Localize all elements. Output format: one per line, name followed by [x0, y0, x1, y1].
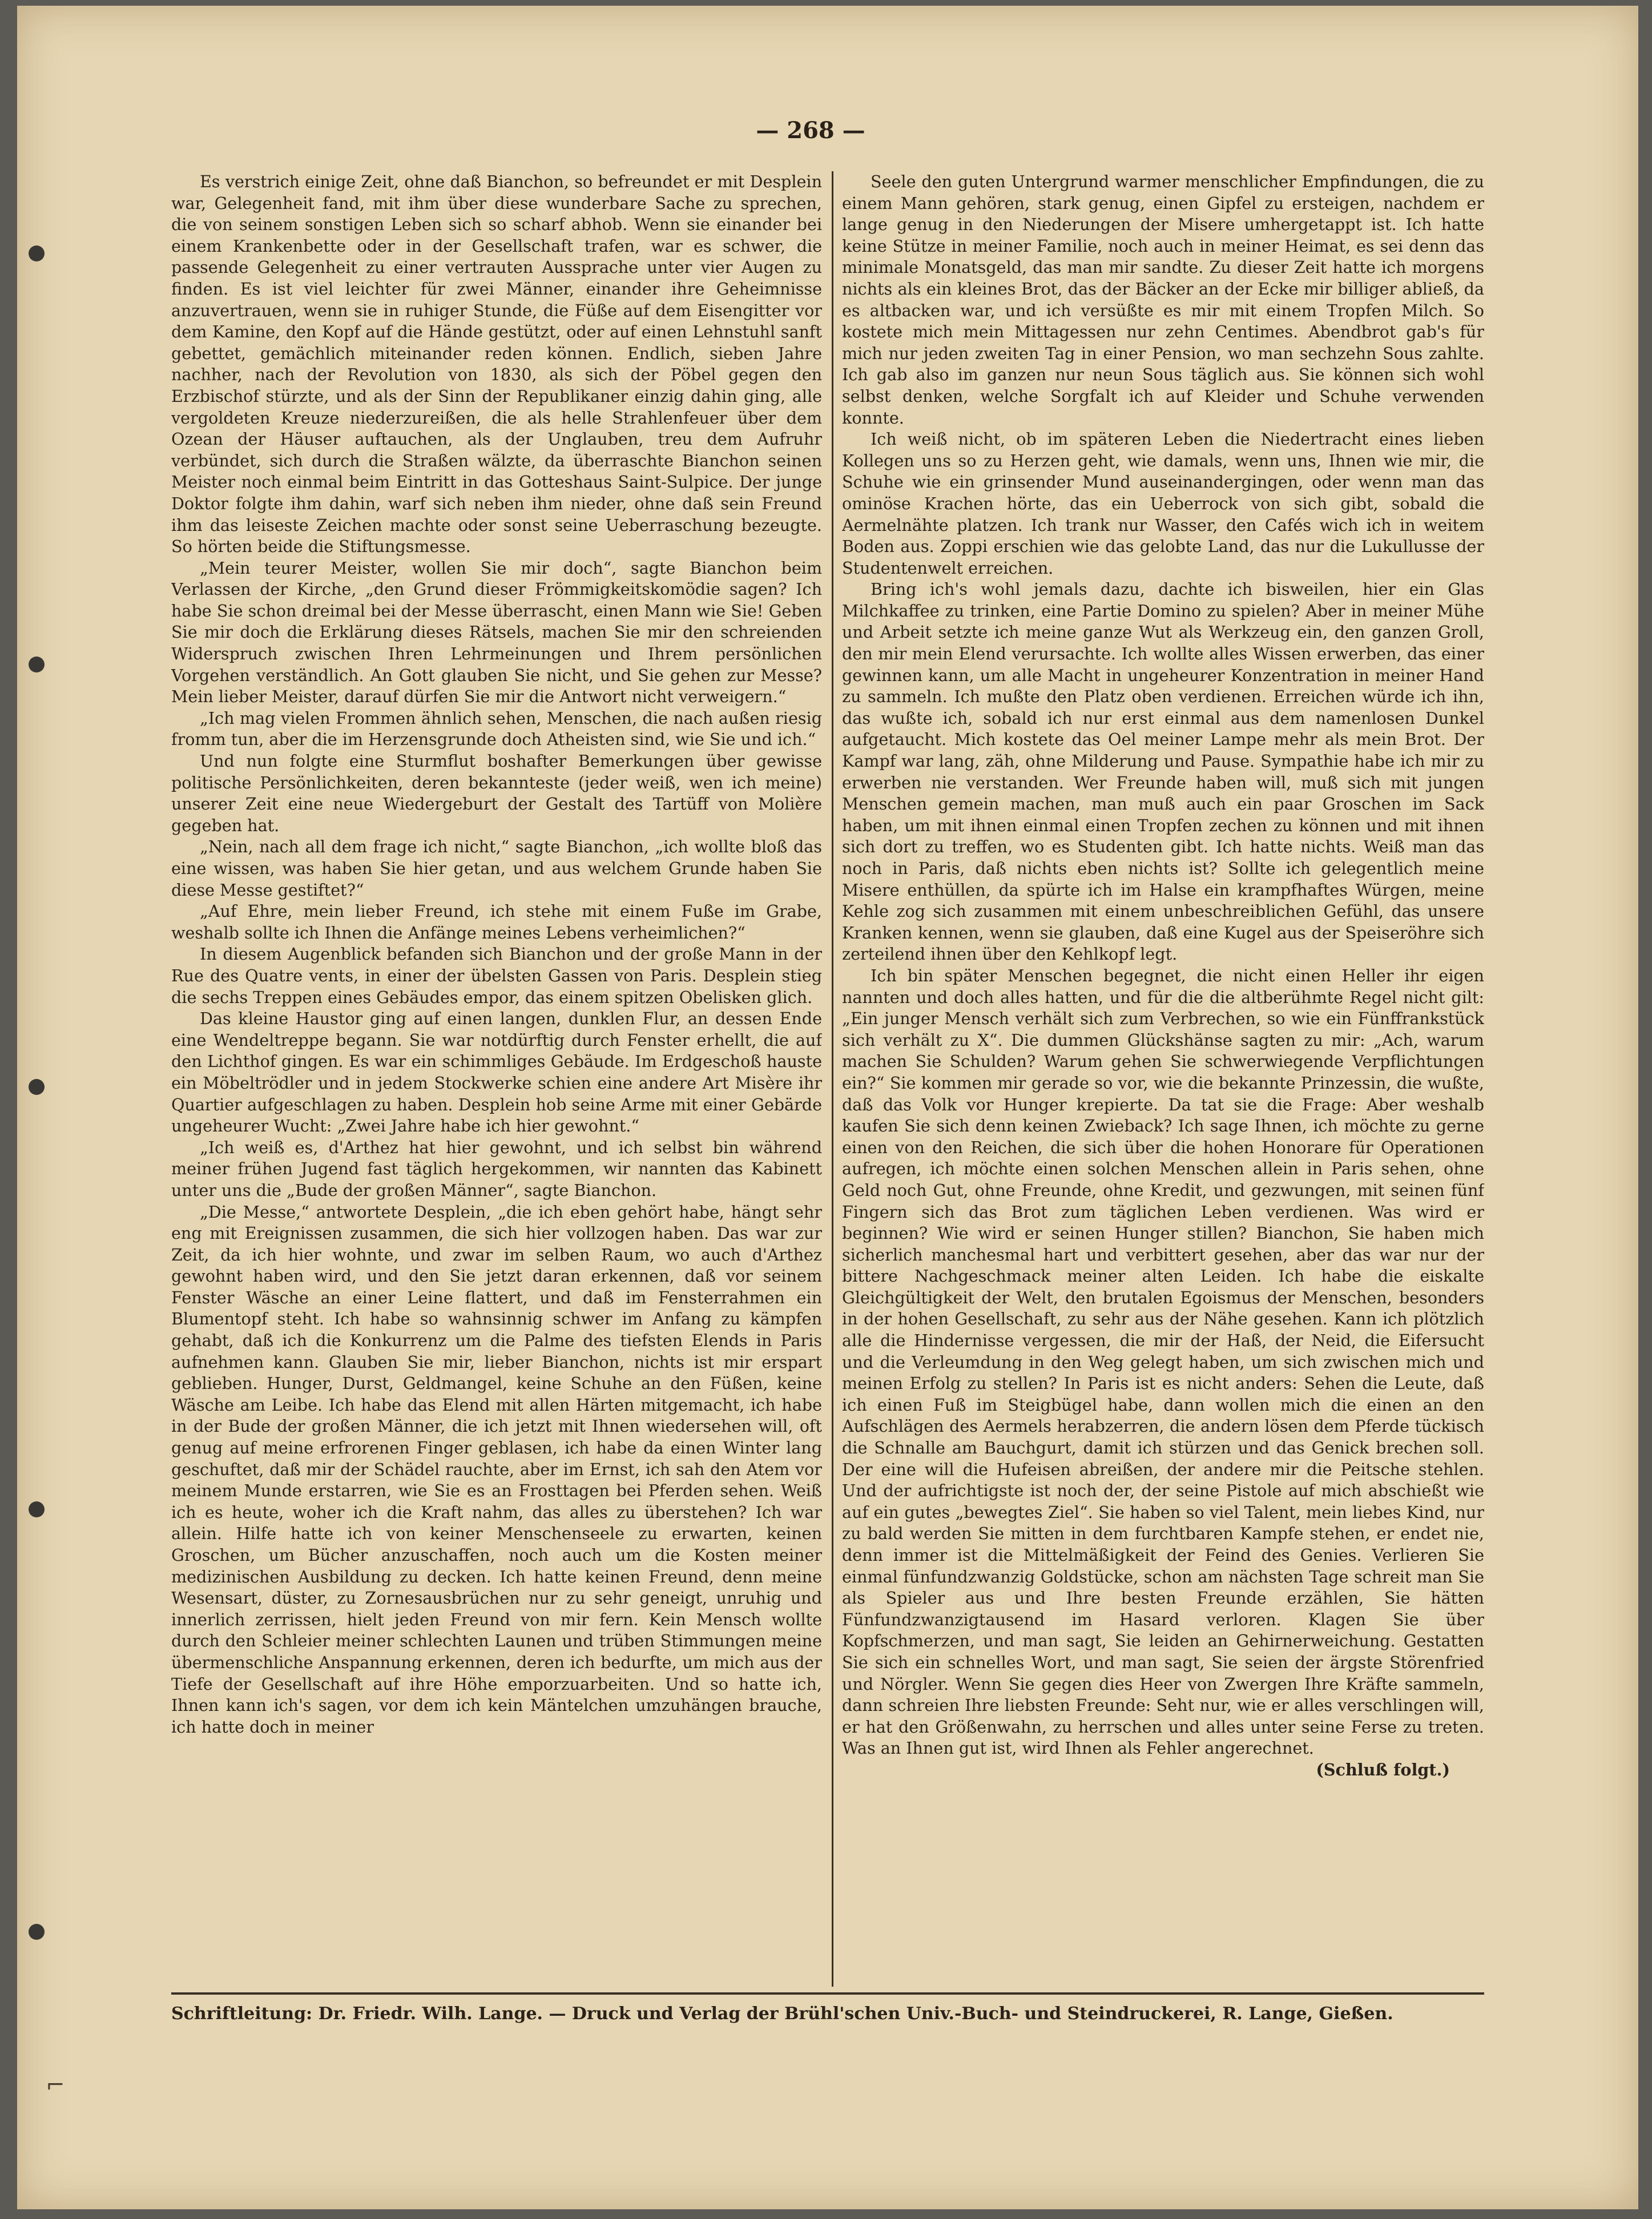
- footer-rule: [171, 1992, 1484, 1995]
- paragraph: Und nun folgte eine Sturmflut boshafter Bemerkungen über gewisse politische Persönlichkeiten, deren bekannteste (jeder weiß, wen ich meine) unserer Zeit eine neue Wiedergeburt der Gestalt des Tartüff von Molière gegeben hat.: [171, 751, 822, 835]
- paragraph: In diesem Augenblick befanden sich Bianchon und der große Mann in der Rue des Quatre vents, in einer der übelsten Gassen von Paris. Desplein stieg die sechs Treppen eines Gebäudes empor, das einem spitzen Obelisken glich.: [171, 944, 822, 1007]
- text-column-right: [842, 171, 1484, 1987]
- paragraph: Ich weiß nicht, ob im späteren Leben die Niedertracht eines lieben Kollegen uns so zu Herzen geht, wie damals, wenn uns, Ihnen wie mir, die Schuhe wie ein grinsender Mund auseinandergingen, oder wenn man das ominöse Krachen hörte, das ein Ueberrock von sich gibt, sobald die Aermelnähte platzen. Ich trank nur Wasser, den Cafés wich ich in weitem Boden aus. Zoppi erschien wie das gelobte Land, das nur die Lukullusse der Studentenwelt erreichen.: [842, 429, 1484, 578]
- binding-hole: [29, 657, 45, 672]
- imprint-footer: Schriftleitung: Dr. Friedr. Wilh. Lange. — Druck und Verlag der Brühl'schen Univ.-Buch- und Steindruckerei, R. Lange, Gießen.: [171, 2004, 1393, 2024]
- page-number: — 268 —: [756, 117, 865, 144]
- paragraph: Bring ich's wohl jemals dazu, dachte ich bisweilen, hier ein Glas Milchkaffee zu trinken, eine Partie Domino zu spielen? Aber in meiner Mühe und Arbeit setzte ich meine ganze Wut als Werkzeug ein, den ganzen Groll, den mir mein Elend verursachte. Ich wollte alles Wissen erwerben, das einer gewinnen kann, um alle Macht in ungeheurer Konzentration in meiner Hand zu sammeln. Ich mußte den Platz oben verdienen. Erreichen würde ich ihn, das wußte ich, sobald ich nur erst einmal aus dem namenlosen Dunkel aufgetaucht. Mich kostete das Oel meiner Lampe mehr als mein Brot. Der Kampf war lang, zäh, ohne Milderung und Pause. Sympathie habe ich mir zu erwerben nie verstanden. Wer Freunde haben will, muß sich mit jungen Menschen gemein machen, man muß auch ein paar Groschen im Sack haben, um mit ihnen einmal einen Tropfen zechen zu können und mit ihnen sich dort zu treffen, wo es Studenten gibt. Ich hatte nichts. Weiß man das noch in Paris, daß nichts eben nichts ist? Sollte ich gelegentlich meine Misere enthüllen, da spürte ich im Halse ein krampfhaftes Würgen, meine Kehle zog sich zusammen mit einem unbeschreiblichen Gefühl, das unsere Kranken kennen, wenn sie glauben, daß eine Kugel aus der Speiseröhre sich zerteilend ihnen über den Kehlkopf legt.: [842, 579, 1484, 964]
- paragraph: Ich bin später Menschen begegnet, die nicht einen Heller ihr eigen nannten und doch alles hatten, und für die die altberühmte Regel nicht gilt: „Ein junger Mensch verhält sich zum Verbrechen, so wie ein Fünffrankstück sich verhält zu X“. Die dummen Glückshänse sagten zu mir: „Ach, warum machen Sie Schulden? Warum gehen Sie schwerwiegende Verpflichtungen ein?“ Sie kommen mir gerade so vor, wie die bekannte Prinzessin, die wußte, daß das Volk vor Hunger krepierte. Da tat sie die Frage: Aber weshalb kaufen Sie sich denn keinen Zwieback? Ich sage Ihnen, ich möchte zu gerne einen von den Reichen, die sich über die hohen Honorare für Operationen aufregen, ich möchte einen solchen Menschen allein in Paris sehen, ohne Geld noch Gut, ohne Freunde, ohne Kredit, und gezwungen, mit seinen fünf Fingern sich das Brot zum täglichen Leben verdienen. Was wird er beginnen? Wie wird er seinen Hunger stillen? Bianchon, Sie haben mich sicherlich manchesmal hart und verbittert gesehen, aber das war nur der bittere Nachgeschmack meiner alten Leiden. Ich habe die eiskalte Gleichgültigkeit der Welt, den brutalen Egoismus der Menschen, besonders in der hohen Gesellschaft, zu sehr aus der Nähe gesehen. Kann ich plötzlich alle die Hindernisse vergessen, die mir der Haß, der Neid, die Eifersucht und die Verleumdung in den Weg gelegt haben, um sich zwischen mich und meinen Erfolg zu stellen? In Paris ist es nicht anders: Sehen die Leute, daß ich einen Fuß im Steigbügel habe, dann wollen mich die einen an den Aufschlägen des Aermels herabzerren, die andern lösen dem Pferde tückisch die Schnalle am Bauchgurt, damit ich stürzen und das Genick brechen soll. Der eine will die Hufeisen abreißen, der andere mir die Peitsche stehlen. Und der aufrichtigste ist noch der, der seine Pistole auf mich abschießt wie auf ein gutes „bewegtes Ziel“. Sie haben so viel Talent, mein liebes Kind, nur zu bald werden Sie mitten in dem furchtbaren Kampfe stehen, er endet nie, denn immer ist die Mittelmäßigkeit der Feind des Genies. Verlieren Sie einmal fünfundzwanzig Goldstücke, schon am nächsten Tage schreit man Sie als Spieler aus und Ihre besten Freunde erzählen, Sie hätten Fünfundzwanzigtausend im Hasard verloren. Klagen Sie über Kopfschmerzen, und man sagt, Sie leiden an Gehirnerweichung. Gestatten Sie sich ein schnelles Wort, und man sagt, Sie seien der ärgste Störenfried und Nörgler. Wenn Sie gegen dies Heer von Zwergen Ihre Kräfte sammeln, dann schreien Ihre liebsten Freunde: Seht nur, wie er alles verschlingen will, er hat den Größenwahn, zu herrschen und alles unter seine Ferse zu treten. Was an Ihnen gut ist, wird Ihnen als Fehler angerechnet.: [842, 965, 1484, 1758]
- paragraph: Seele den guten Untergrund warmer menschlicher Empfindungen, die zu einem Mann gehören, stark genug, einen Gipfel zu ersteigen, nachdem er lange genug in den Niederungen der Misere umhergetappt ist. Ich hatte keine Stütze in meiner Familie, noch auch in meiner Heimat, es sei denn das minimale Monatsgeld, das man mir sandte. Zu dieser Zeit hatte ich morgens nichts als ein kleines Brot, das der Bäcker an der Ecke mir billiger abließ, da es altbacken war, und ich versüßte es mir mit einem Tropfen Milch. So kostete mich mein Mittagessen nur zehn Centimes. Abendbrot gab's für mich nur jeden zweiten Tag in einer Pension, wo man sechzehn Sous zahlte. Ich gab also im ganzen nur neun Sous täglich aus. Sie können sich wohl selbst denken, welche Sorgfalt ich auf Kleider und Schuhe verwenden konnte.: [842, 172, 1484, 428]
- paragraph: „Auf Ehre, mein lieber Freund, ich stehe mit einem Fuße im Grabe, weshalb sollte ich Ihnen die Anfänge meines Lebens verheimlichen?“: [171, 901, 822, 943]
- paragraph: „Nein, nach all dem frage ich nicht,“ sagte Bianchon, „ich wollte bloß das eine wissen, was haben Sie hier getan, und aus welchem Grunde haben Sie diese Messe gestiftet?“: [171, 837, 822, 900]
- paragraph: Es verstrich einige Zeit, ohne daß Bianchon, so befreundet er mit Desplein war, Gelegenheit fand, mit ihm über diese wunderbare Sache zu sprechen, die von seinem sonstigen Leben sich so scharf abhob. Wenn sie einander bei einem Krankenbette oder in der Gesellschaft trafen, war es schwer, die passende Gelegenheit zu einer vertrauten Aussprache unter vier Augen zu finden. Es ist viel leichter für zwei Männer, einander ihre Geheimnisse anzuvertrauen, wenn sie in ruhiger Stunde, die Füße auf dem Eisengitter vor dem Kamine, den Kopf auf die Hände gestützt, oder auf einen Lehnstuhl sanft gebettet, gemächlich miteinander reden können. Endlich, sieben Jahre nachher, nach der Revolution von 1830, als sich der Pöbel gegen den Erzbischof stürzte, und als der Sinn der Republikaner einzig dahin ging, alle vergoldeten Kreuze niederzureißen, die als helle Strahlenfeuer über dem Ozean der Häuser auftauchen, als der Unglauben, treu dem Aufruhr verbündet, sich durch die Straßen wälzte, da überraschte Bianchon seinen Meister noch einmal beim Eintritt in das Gotteshaus Saint-Sulpice. Der junge Doktor folgte ihm dahin, warf sich neben ihm nieder, ohne daß sein Freund ihm das leiseste Zeichen machte oder sonst seine Ueberraschung bezeugte. So hörten beide die Stiftungsmesse.: [171, 172, 822, 557]
- binding-hole: [29, 1079, 45, 1095]
- text-column-left: [171, 171, 822, 1987]
- pencil-mark: ⌐: [46, 2072, 65, 2099]
- paragraph: „Ich weiß es, d'Arthez hat hier gewohnt, und ich selbst bin während meiner frühen Jugend fast täglich hergekommen, wir nannten das Kabinett unter uns die „Bude der großen Männer“, sagte Bianchon.: [171, 1137, 822, 1200]
- binding-hole: [29, 1924, 45, 1940]
- to-be-continued-note: (Schluß folgt.): [1316, 1759, 1450, 1779]
- paragraph: „Mein teurer Meister, wollen Sie mir doch“, sagte Bianchon beim Verlassen der Kirche, „den Grund dieser Frömmigkeitskomödie sagen? Ich habe Sie schon dreimal bei der Messe überrascht, einen Mann wie Sie! Geben Sie mir doch die Erklärung dieses Rätsels, machen Sie mir den schreienden Widerspruch zwischen Ihren Lehrmeinungen und Ihrem persönlichen Vorgehen verständlich. An Gott glauben Sie nicht, und Sie gehen zur Messe? Mein lieber Meister, darauf dürfen Sie mir die Antwort nicht verweigern.“: [171, 558, 822, 707]
- binding-hole: [29, 245, 45, 261]
- paragraph: „Die Messe,“ antwortete Desplein, „die ich eben gehört habe, hängt sehr eng mit Ereignissen zusammen, die sich hier vollzogen haben. Das war zur Zeit, da ich hier wohnte, und zwar im selben Raum, wo auch d'Arthez gewohnt haben wird, und den Sie jetzt daran erkennen, daß vor seinem Fenster Wäsche an einer Leine flattert, und daß im Fensterrahmen ein Blumentopf steht. Ich habe so wahnsinnig schwer im Anfang zu kämpfen gehabt, daß ich die Konkurrenz um die Palme des tiefsten Elends in Paris aufnehmen kann. Glauben Sie mir, lieber Bianchon, nichts ist mir erspart geblieben. Hunger, Durst, Geldmangel, keine Schuhe an den Füßen, keine Wäsche am Leibe. Ich habe das Elend mit allen Härten mitgemacht, ich habe in der Bude der großen Männer, die ich jetzt mit Ihnen wiedersehen will, oft genug auf meine erfrorenen Finger geblasen, ich habe da einen Winter lang geschuftet, daß mir der Schädel rauchte, aber im Ernst, ich sah den Atem vor meinem Munde erstarren, wie Sie es an Frosttagen bei Pferden sehen. Weiß ich es heute, woher ich die Kraft nahm, das alles zu überstehen? Ich war allein. Hilfe hatte ich von keiner Menschenseele zu erwarten, keinen Groschen, um Bücher anzuschaffen, noch auch um die Kosten meiner medizinischen Ausbildung zu decken. Ich hatte keinen Freund, denn meine Wesensart, düster, zu Zornesausbrüchen nur zu sehr geneigt, unruhig und innerlich zerrissen, hielt jeden Freund von mir fern. Kein Mensch wollte durch den Schleier meiner schlechten Launen und trüben Stimmungen meine übermenschliche Anspannung erkennen, deren ich bedurfte, um mich aus der Tiefe der Gesellschaft auf ihre Höhe emporzuarbeiten. Und so hatte ich, Ihnen kann ich's sagen, vor dem ich kein Mäntelchen umzuhängen brauche, ich hatte doch in meiner: [171, 1202, 822, 1737]
- binding-hole: [29, 1501, 45, 1517]
- paragraph: Das kleine Haustor ging auf einen langen, dunklen Flur, an dessen Ende eine Wendeltreppe begann. Sie war notdürftig durch Fenster erhellt, die auf den Lichthof gingen. Es war ein schimmliges Gebäude. Im Erdgeschoß hauste ein Möbeltrödler und in jedem Stockwerke schien eine andere Art Misère ihr Quartier aufgeschlagen zu haben. Desplein hob seine Arme mit einer Gebärde ungeheurer Wucht: „Zwei Jahre habe ich hier gewohnt.“: [171, 1009, 822, 1136]
- column-divider: [832, 171, 833, 1987]
- paragraph: „Ich mag vielen Frommen ähnlich sehen, Menschen, die nach außen riesig fromm tun, aber die im Herzensgrunde doch Atheisten sind, wie Sie und ich.“: [171, 708, 822, 750]
